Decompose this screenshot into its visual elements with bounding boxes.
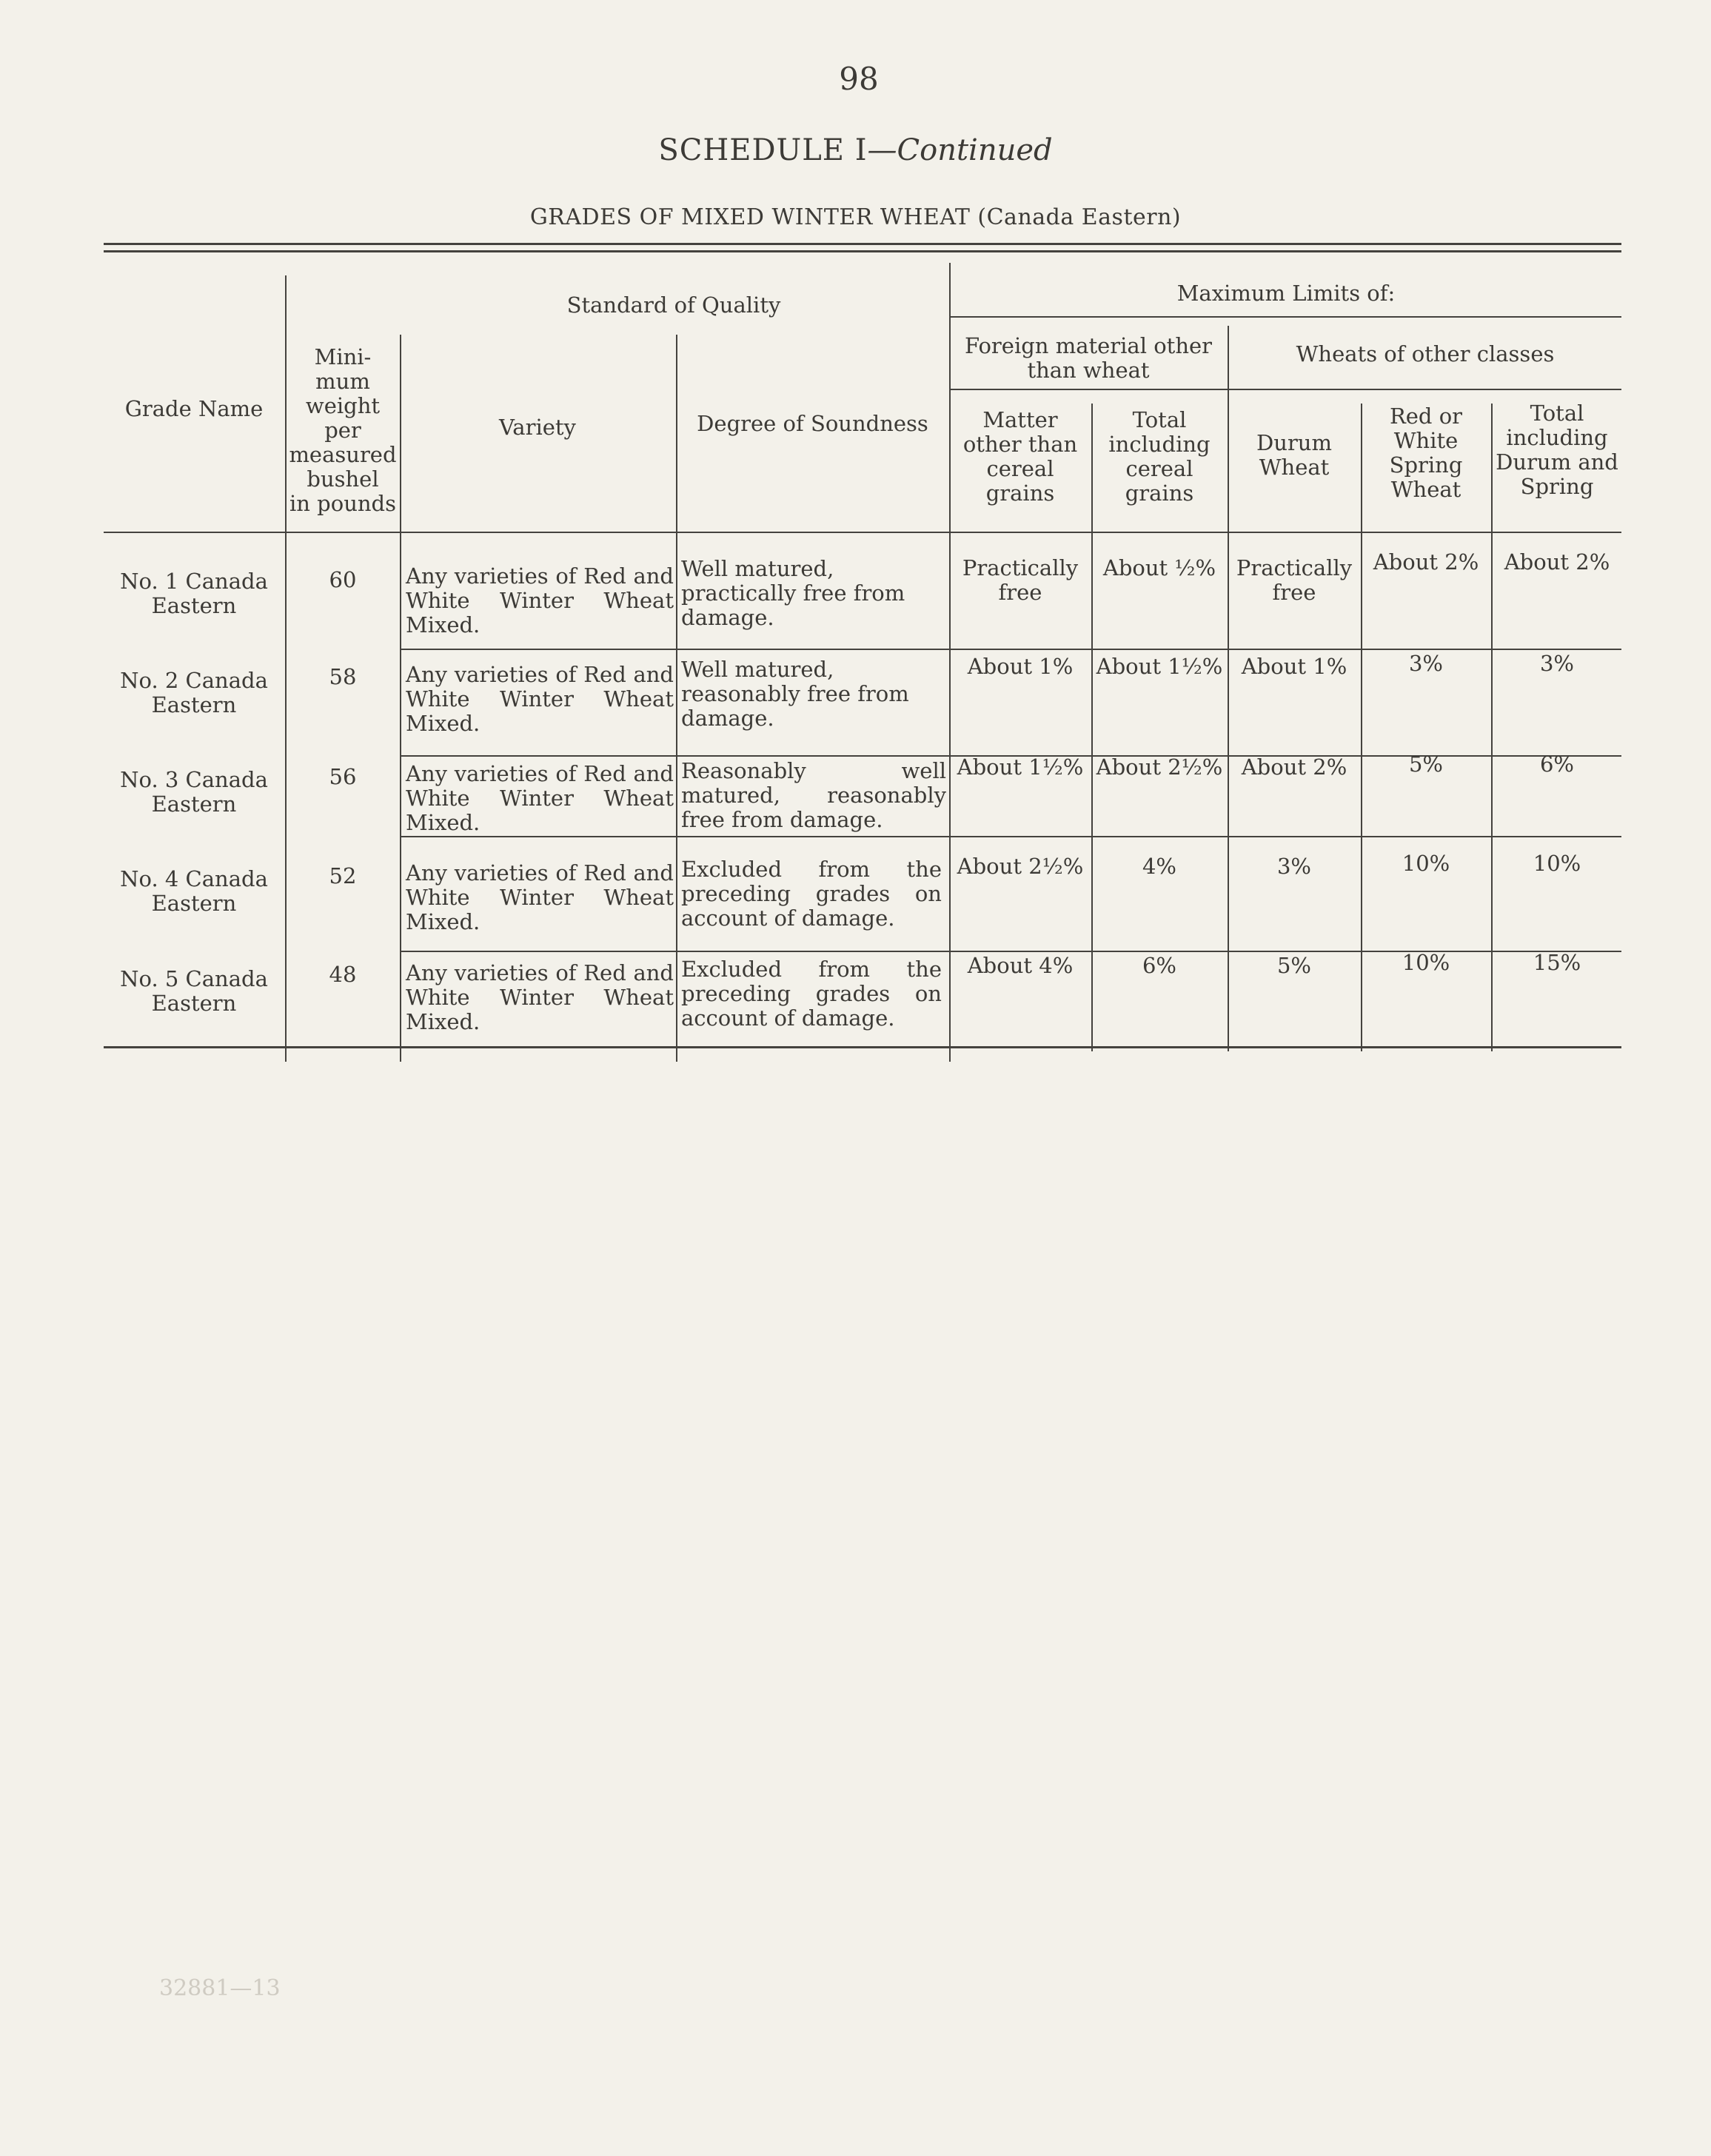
table-title: GRADES OF MIXED WINTER WHEAT (Canada Eastern) (529, 204, 1182, 230)
row-1-durum: Practically free (1236, 555, 1353, 605)
row-2-weight: 58 (329, 664, 357, 689)
row-1-total-cereal: About ½% (1102, 555, 1216, 580)
row-2-grade: No. 2 Canada Eastern (120, 668, 268, 717)
row-2-total-cereal: About 1½% (1096, 654, 1223, 679)
rule-row-3 (400, 836, 1621, 837)
rule-table-bottom (104, 1046, 1621, 1048)
row-2-matter-other: About 1% (967, 654, 1074, 679)
rule-maximum-limits (949, 316, 1621, 318)
row-2-red-white-spring: 3% (1408, 651, 1443, 676)
row-3-total-durum-spring: 6% (1539, 751, 1574, 777)
row-5-soundness: Excluded from the preceding grades on account of damage. (681, 957, 942, 1031)
row-4-total-durum-spring: 10% (1533, 851, 1581, 876)
row-3-grade: No. 3 Canada Eastern (120, 767, 268, 817)
row-4-variety: Any varieties of Red and White Winter Wheat Mixed. (406, 860, 674, 934)
row-4-durum: 3% (1276, 854, 1311, 879)
row-5-red-white-spring: 10% (1402, 950, 1450, 975)
rule-foreign-material (949, 389, 1621, 390)
col-rule-2 (400, 335, 401, 1062)
row-5-total-cereal: 6% (1142, 953, 1176, 978)
row-1-variety: Any varieties of Red and White Winter Wheat Mixed. (406, 563, 674, 637)
row-3-total-cereal: About 2½% (1096, 754, 1223, 780)
row-5-total-durum-spring: 15% (1533, 950, 1581, 975)
header-total-including-cereal: Total including cereal grains (1108, 407, 1211, 506)
footer-note: 32881—13 (159, 1975, 281, 2001)
row-2-durum: About 1% (1241, 654, 1347, 679)
rule-header-bottom (104, 532, 1621, 533)
row-1-red-white-spring: About 2% (1373, 549, 1479, 575)
table-top-rule-2 (104, 250, 1621, 252)
row-1-soundness: Well matured, practically free from damage. (681, 556, 905, 630)
row-5-variety: Any varieties of Red and White Winter Wheat Mixed. (406, 960, 674, 1034)
row-3-red-white-spring: 5% (1408, 751, 1443, 777)
row-5-matter-other: About 4% (967, 953, 1074, 978)
header-degree-of-soundness: Degree of Soundness (697, 411, 928, 436)
col-rule-1 (285, 275, 287, 1062)
header-red-or-white-spring: Red or White Spring Wheat (1389, 404, 1463, 502)
header-durum-wheat: Durum Wheat (1256, 430, 1332, 480)
header-foreign-material: Foreign material other than wheat (964, 333, 1213, 383)
header-grade-name: Grade Name (124, 396, 264, 421)
row-2-soundness: Well matured, reasonably free from damage. (681, 657, 909, 731)
row-3-weight: 56 (329, 764, 357, 789)
row-5-durum: 5% (1276, 953, 1311, 978)
schedule-title-main: SCHEDULE I (658, 133, 868, 167)
header-total-durum-and-spring: Total including Durum and Spring (1496, 401, 1618, 499)
header-matter-other-than-cereal: Matter other than cereal grains (962, 407, 1078, 506)
header-variety: Variety (499, 415, 576, 440)
header-standard-of-quality: Standard of Quality (566, 292, 781, 318)
header-minimum-weight: Mini- mum weight per measured bushel in pounds (289, 344, 397, 516)
col-rule-3 (676, 335, 677, 1062)
header-maximum-limits: Maximum Limits of: (1176, 281, 1396, 306)
row-3-matter-other: About 1½% (957, 754, 1084, 780)
row-1-weight: 60 (329, 567, 357, 592)
row-3-durum: About 2% (1241, 754, 1347, 780)
header-wheats-other-classes: Wheats of other classes (1296, 341, 1555, 366)
row-1-total-durum-spring: About 2% (1504, 549, 1610, 575)
rule-row-1 (400, 649, 1621, 650)
row-5-weight: 48 (329, 962, 357, 987)
schedule-title (0, 133, 1711, 167)
row-2-variety: Any varieties of Red and White Winter Wheat Mixed. (406, 662, 674, 736)
row-4-red-white-spring: 10% (1402, 851, 1450, 876)
row-4-grade: No. 4 Canada Eastern (120, 866, 268, 916)
row-4-matter-other: About 2½% (957, 854, 1084, 879)
table-top-rule-1 (104, 243, 1621, 245)
schedule-title-suffix: —Continued (867, 133, 1053, 167)
row-4-total-cereal: 4% (1142, 854, 1176, 879)
row-1-matter-other: Practically free (962, 555, 1079, 605)
row-2-total-durum-spring: 3% (1539, 651, 1574, 676)
row-4-weight: 52 (329, 863, 357, 888)
page-number: 98 (839, 61, 879, 97)
row-3-variety: Any varieties of Red and White Winter Wheat Mixed. (406, 761, 674, 835)
row-1-grade: No. 1 Canada Eastern (120, 569, 268, 618)
row-5-grade: No. 5 Canada Eastern (120, 966, 268, 1016)
row-4-soundness: Excluded from the preceding grades on account of damage. (681, 857, 942, 931)
row-3-soundness: Reasonably well matured, reasonably free from damage. (681, 758, 946, 832)
